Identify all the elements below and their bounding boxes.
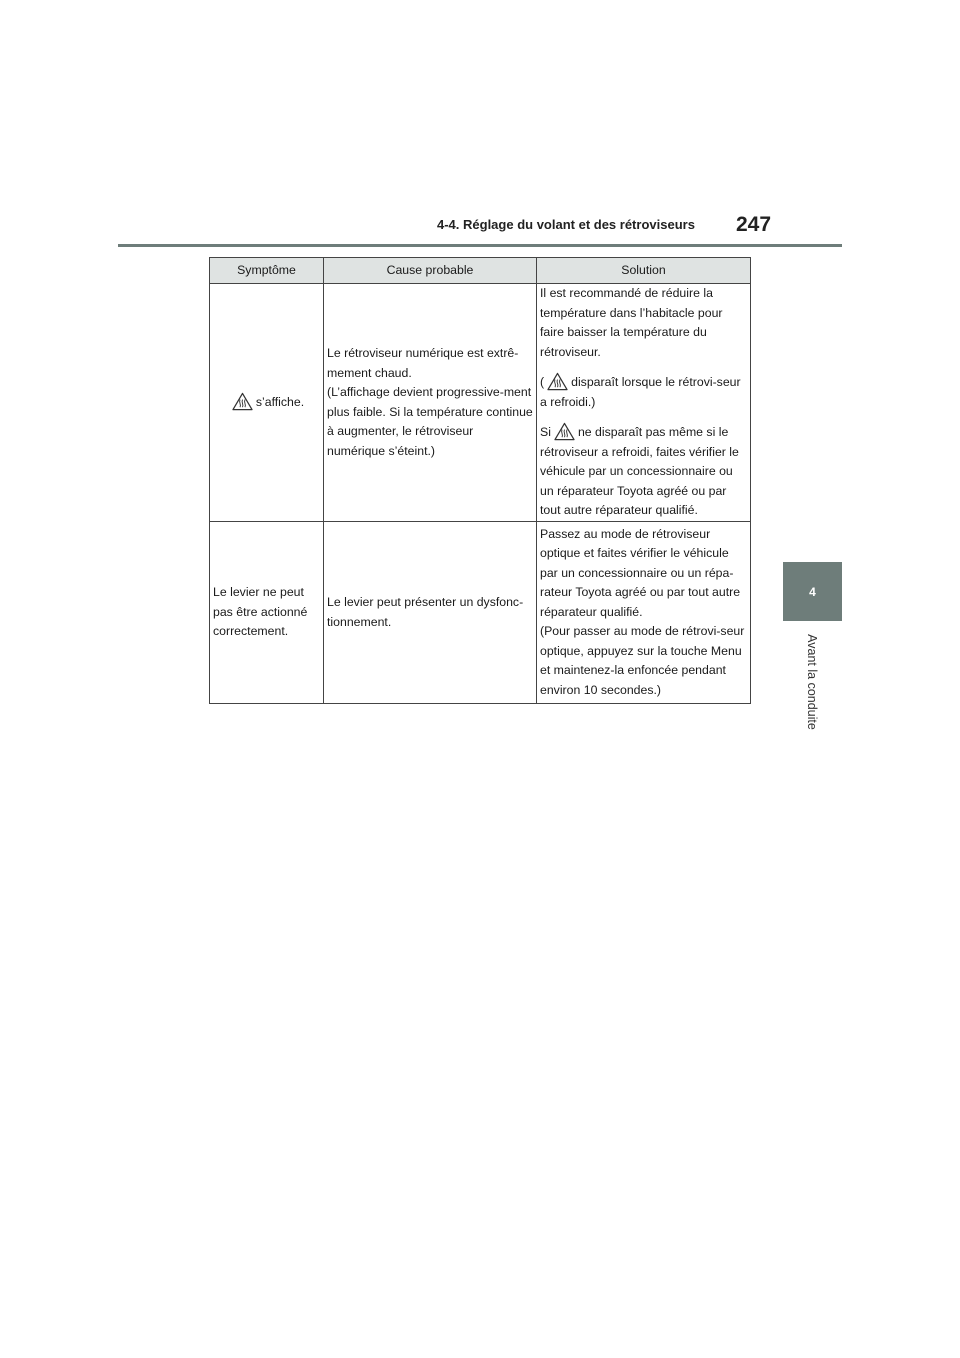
mirror-overheat-warning-icon: [232, 392, 253, 411]
page-number: 247: [736, 213, 772, 236]
solution-text: disparaît lorsque le rétrovi-seur a refroidi.): [540, 375, 741, 409]
cause-text: Le rétroviseur numérique est extrê-mement chaud. (L’affichage devient progressive-ment plus faible. Si la température continue à augmenter, le rétroviseur numérique s’éteint.): [327, 346, 533, 458]
header-cause: Cause probable: [324, 258, 537, 284]
table-header-row: [210, 258, 751, 284]
mirror-overheat-warning-icon: [547, 372, 568, 391]
cause-text: Le levier peut présenter un dysfonc-tionnement.: [327, 595, 524, 629]
table-row: [210, 522, 751, 704]
table-row: [210, 284, 751, 522]
mirror-overheat-warning-icon: [554, 422, 575, 441]
solution-cell: [537, 284, 751, 522]
chapter-label: Avant la conduite: [805, 634, 819, 730]
symptom-text: Le levier ne peut pas être actionné correctement.: [213, 585, 308, 639]
chapter-tab: [783, 562, 842, 621]
chapter-number: 4: [809, 584, 816, 599]
symptom-cell: [210, 284, 324, 522]
solution-paragraph: [540, 372, 747, 412]
symptom-cell: [210, 522, 324, 704]
solution-paragraph: Il est recommandé de réduire la température dans l’habitacle pour faire baisser la température du rétroviseur.: [540, 286, 723, 359]
paren-open: (: [540, 375, 545, 390]
solution-paragraph: (Pour passer au mode de rétrovi-seur optique, appuyez sur la touche Menu et maintenez-la enfoncée pendant environ 10 secondes.): [540, 624, 745, 697]
troubleshooting-table: [209, 257, 751, 704]
symptom-text: s’affiche.: [255, 395, 305, 410]
solution-text: Si: [540, 425, 551, 440]
solution-paragraph: Passez au mode de rétroviseur optique et faites vérifier le véhicule par un concessionnaire ou un répa-rateur Toyota agréé ou par tout autre réparateur qualifié.: [540, 526, 741, 619]
cause-cell: [324, 284, 537, 522]
header-symptom: Symptôme: [210, 258, 324, 284]
section-title: 4-4. Réglage du volant et des rétroviseurs: [437, 217, 695, 232]
header-solution: Solution: [537, 258, 751, 284]
solution-text: ne disparaît pas même si le rétroviseur a refroidi, faites vérifier le véhicule par un concessionnaire ou un réparateur Toyota agréé ou par tout autre réparateur qualifié.: [540, 425, 739, 518]
header-rule: [118, 244, 842, 247]
solution-cell: [537, 522, 751, 704]
solution-paragraph: [540, 422, 747, 521]
cause-cell: [324, 522, 537, 704]
